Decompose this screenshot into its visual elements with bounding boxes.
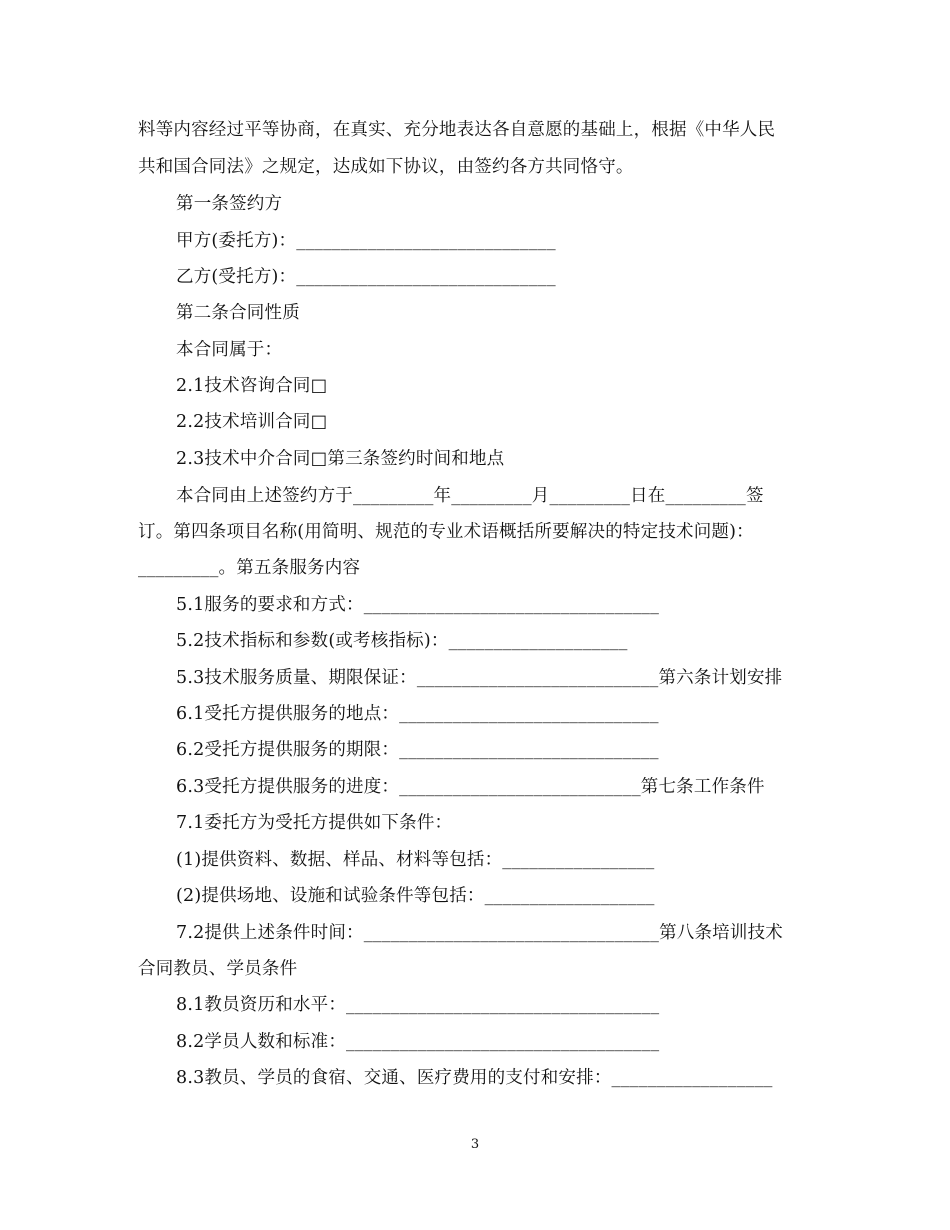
paragraph-line: 合同教员、学员条件	[138, 959, 298, 979]
section-heading: 第二条合同性质	[176, 303, 300, 323]
clause-line: 2.3技术中介合同□第三条签约时间和地点	[176, 449, 505, 469]
party-b-line: 乙方(受托方)：_____________________________	[176, 267, 556, 287]
party-a-line: 甲方(委托方)：_____________________________	[176, 231, 556, 251]
clause-line: 7.2提供上述条件时间：_________________________________第八条培训技术	[176, 923, 783, 943]
clause-line: 5.3技术服务质量、期限保证：___________________________第六条计划安排	[176, 668, 783, 688]
clause-line: 7.1委托方为受托方提供如下条件：	[176, 813, 453, 833]
paragraph-line: 料等内容经过平等协商，在真实、充分地表达各自意愿的基础上，根据《中华人民	[138, 120, 776, 140]
paragraph-line: _________。第五条服务内容	[138, 558, 361, 578]
clause-line: 2.1技术咨询合同□	[176, 376, 328, 396]
clause-line: (2)提供场地、设施和试验条件等包括：___________________	[176, 886, 655, 906]
clause-line: 6.1受托方提供服务的地点：_____________________________	[176, 704, 659, 724]
clause-line: 8.3教员、学员的食宿、交通、医疗费用的支付和安排：__________________	[176, 1068, 773, 1088]
paragraph-line: 本合同属于：	[176, 340, 283, 360]
clause-line: 5.2技术指标和参数(或考核指标)：____________________	[176, 631, 628, 651]
paragraph-line: 共和国合同法》之规定，达成如下协议，由签约各方共同恪守。	[138, 157, 634, 177]
page-number: 3	[470, 1137, 480, 1152]
paragraph-line: 订。第四条项目名称(用简明、规范的专业术语概括所要解决的特定技术问题)：	[138, 522, 754, 542]
clause-line: (1)提供资料、数据、样品、材料等包括：_________________	[176, 850, 655, 870]
paragraph-line: 本合同由上述签约方于_________年_________月_________日在_________签	[176, 486, 764, 506]
clause-line: 5.1服务的要求和方式：_________________________________	[176, 595, 660, 615]
section-heading: 第一条签约方	[176, 194, 283, 214]
clause-line: 6.2受托方提供服务的期限：_____________________________	[176, 740, 659, 760]
clause-line: 8.1教员资历和水平：___________________________________	[176, 995, 660, 1015]
clause-line: 8.2学员人数和标准：___________________________________	[176, 1032, 660, 1052]
clause-line: 6.3受托方提供服务的进度：___________________________第七条工作条件	[176, 777, 765, 797]
clause-line: 2.2技术培训合同□	[176, 412, 328, 432]
